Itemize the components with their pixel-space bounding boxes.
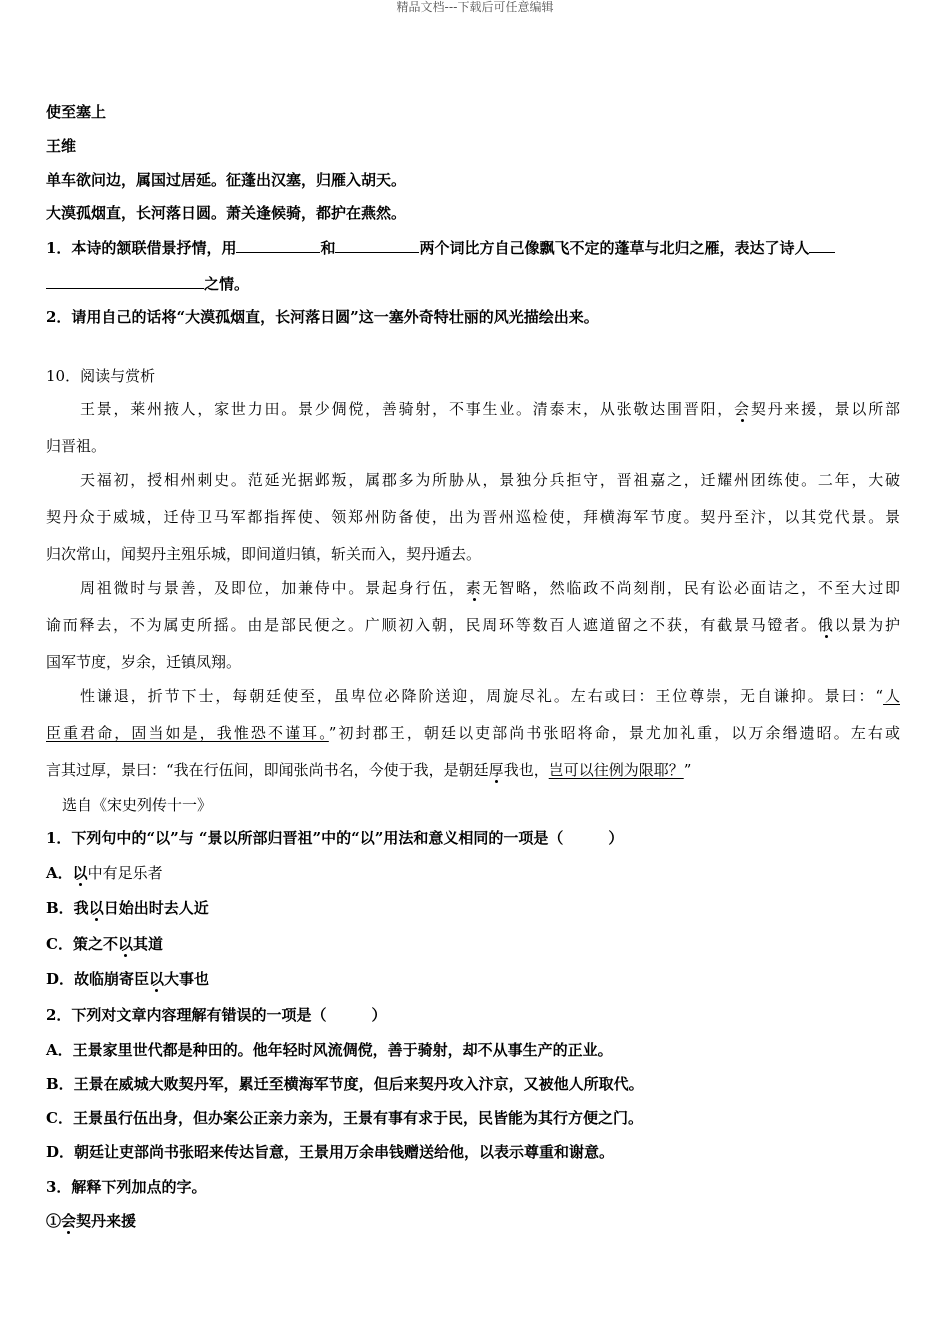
passage-p4-line-3 xyxy=(46,760,691,780)
dotted-char: 会 xyxy=(734,400,751,418)
passage-p3-line-2 xyxy=(46,615,900,635)
underlined-text: 岂可以往例为限耶？ xyxy=(548,761,684,779)
passage-p1-line-2: 归晋祖。 xyxy=(46,437,107,455)
q9-question-1 xyxy=(46,236,835,258)
item-text: 契丹来援 xyxy=(76,1212,137,1230)
passage-p4-line-2 xyxy=(46,723,900,743)
passage-p3-line-3: 国军节度，岁余，迁镇凤翔。 xyxy=(46,653,242,671)
q9-q1-text-b: 和 xyxy=(320,239,336,257)
dotted-char: 俄 xyxy=(817,616,835,634)
poem-author: 王维 xyxy=(46,137,77,155)
q9-q1-text-c: 两个词比方自己像飘飞不定的蓬草与北归之雁，表达了诗人 xyxy=(419,239,810,257)
text-span: 性谦退，折节下士，每朝廷使至，虽卑位必降阶送迎，周旋尽礼。左右或曰：王位尊崇，无自谦抑。景曰：“ xyxy=(80,687,884,705)
option-label: B．我 xyxy=(46,899,89,917)
passage-p2-line-3: 归次常山，闻契丹主殂乐城，即间道归镇，斩关而入，契丹遁去。 xyxy=(46,545,482,563)
question-3-item-1 xyxy=(46,1211,136,1231)
question-2-option-a[interactable]: A．王景家里世代都是种田的。他年轻时风流倜傥，善于骑射，却不从事生产的正业。 xyxy=(46,1041,613,1059)
answer-blank-3a[interactable] xyxy=(809,236,835,253)
option-label: C．策之不 xyxy=(46,935,118,953)
dotted-char: 以 xyxy=(117,935,133,953)
q9-question-2: 2．请用自己的话将“大漠孤烟直，长河落日圆”这一塞外奇特壮丽的风光描绘出来。 xyxy=(46,308,599,326)
question-1: 1．下列句中的“以”与 “景以所部归晋祖”中的“以”用法和意义相同的一项是（ ） xyxy=(46,829,624,847)
text-span: 契丹来援，景以所部 xyxy=(750,400,900,418)
option-label: A． xyxy=(46,864,73,882)
page-header: 精品文档---下载后可任意编辑 xyxy=(396,0,554,14)
question-2: 2．下列对文章内容理解有错误的一项是（ ） xyxy=(46,1006,387,1024)
poem-line-2: 大漠孤烟直，长河落日圆。萧关逢候骑，都护在燕然。 xyxy=(46,204,407,222)
passage-p2-line-1: 天福初，授相州刺史。范延光据邺叛，属郡多为所胁从，景独分兵拒守，晋祖嘉之，迁耀州团练使。二年，大破 xyxy=(80,471,900,489)
question-1-option-c[interactable] xyxy=(46,934,163,954)
dotted-char: 以 xyxy=(72,864,88,882)
dotted-char: 素 xyxy=(465,579,483,597)
question-2-option-b[interactable]: B．王景在威城大败契丹军，累迁至横海军节度，但后来契丹攻入汴京，又被他人所取代。 xyxy=(46,1075,644,1093)
item-marker: ① xyxy=(46,1212,62,1230)
text-span: 我也， xyxy=(503,761,549,779)
q9-q1-text-d: 之情。 xyxy=(204,275,250,293)
answer-blank-3b[interactable] xyxy=(46,272,204,289)
text-span: 无智略，然临政不尚刻削，民有讼必面诘之，不至大过即 xyxy=(482,579,900,597)
option-text: 大事也 xyxy=(164,970,210,988)
question-1-option-d[interactable] xyxy=(46,969,209,989)
dotted-char: 会 xyxy=(61,1212,77,1230)
option-text: 日始出时去人近 xyxy=(103,899,209,917)
option-text: 中有足乐者 xyxy=(87,864,163,882)
poem-title: 使至塞上 xyxy=(46,103,107,121)
text-span: 谕而释去，不为属吏所摇。由是部民便之。广顺初入朝，民周环等数百人遮道留之不获，有截景马镫者。 xyxy=(46,616,818,634)
poem-line-1: 单车欲问边，属国过居延。征蓬出汉塞，归雁入胡天。 xyxy=(46,171,407,189)
question-1-option-b[interactable] xyxy=(46,898,209,918)
answer-blank-2[interactable] xyxy=(335,236,419,253)
underlined-text: 人 xyxy=(883,687,900,705)
question-1-option-a[interactable] xyxy=(46,863,163,883)
dotted-char: 以 xyxy=(88,899,104,917)
question-2-option-d[interactable]: D．朝廷让吏部尚书张昭来传达旨意，王景用万余串钱赠送给他，以表示尊重和谢意。 xyxy=(46,1143,615,1161)
question-3: 3．解释下列加点的字。 xyxy=(46,1178,207,1196)
text-span: 王景，莱州掖人，家世力田。景少倜傥，善骑射，不事生业。清泰末，从张敬达围晋阳， xyxy=(80,400,735,418)
answer-blank-1[interactable] xyxy=(236,236,320,253)
passage-p1-line-1 xyxy=(80,399,900,419)
dotted-char: 厚 xyxy=(488,761,504,779)
text-span: 周祖微时与景善，及即位，加兼侍中。景起身行伍， xyxy=(80,579,466,597)
dotted-char: 以 xyxy=(149,970,165,988)
passage-p2-line-2: 契丹众于威城，迁侍卫马军都指挥使、领郑州防备使，出为晋州巡检使，拜横海军节度。契丹至汴，以其党代景。景 xyxy=(46,508,900,526)
option-label: D．故临崩寄臣 xyxy=(46,970,150,988)
q10-heading: 10．阅读与赏析 xyxy=(46,367,156,385)
passage-p4-line-1 xyxy=(80,686,900,706)
question-2-option-c[interactable]: C．王景虽行伍出身，但办案公正亲力亲为，王景有事有求于民，民皆能为其行方便之门。 xyxy=(46,1109,643,1127)
passage-source: 选自《宋史列传十一》 xyxy=(62,796,213,814)
q9-q1-text-a: 1．本诗的颔联借景抒情，用 xyxy=(46,239,237,257)
option-text: 其道 xyxy=(132,935,163,953)
passage-p3-line-1 xyxy=(80,578,900,598)
text-span: ”初封郡王，朝廷以吏部尚书张昭将命，景尤加礼重，以万余缗遗昭。左右或 xyxy=(328,724,900,742)
text-span: 以景为护 xyxy=(834,616,900,634)
text-span: ” xyxy=(683,761,692,779)
q9-question-1-cont xyxy=(46,272,249,294)
underlined-text: 臣重君命，固当如是，我惟恐不谨耳。 xyxy=(46,724,329,742)
text-span: 言其过厚，景曰：“我在行伍间，即闻张尚书名，今使于我，是朝廷 xyxy=(46,761,489,779)
